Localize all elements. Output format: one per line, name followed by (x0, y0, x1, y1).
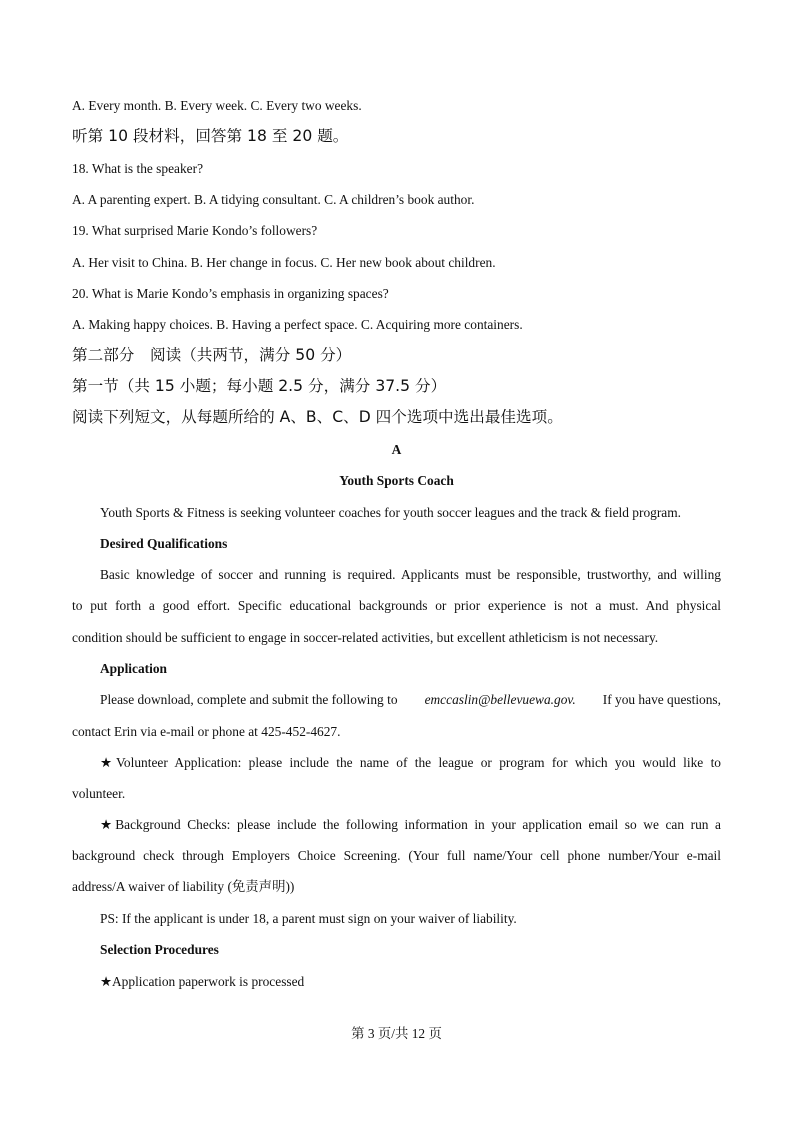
question-19-options: A. Her visit to China. B. Her change in focus. C. Her new book about children. (72, 255, 496, 270)
application-instruction: Please download, complete and submit the following to (100, 692, 398, 707)
question-19: 19. What surprised Marie Kondo’s followers? (72, 223, 318, 238)
application-email: emccaslin@bellevuewa.gov. (424, 692, 576, 707)
qualifications-line-1: Basic knowledge of soccer and running is required. Applicants must be responsible, trustworthy, and willing (100, 567, 721, 582)
question-20-options: A. Making happy choices. B. Having a perfect space. C. Acquiring more containers. (72, 317, 523, 332)
application-line-2: contact Erin via e-mail or phone at 425-452-4627. (72, 724, 341, 739)
volunteer-application-line-2: volunteer. (72, 786, 126, 801)
qualifications-line-2: to put forth a good effort. Specific educational backgrounds or prior experience is not a must. And physical (72, 598, 721, 613)
selection-step-1: ★Application paperwork is processed (100, 974, 305, 989)
q17-options: A. Every month. B. Every week. C. Every two weeks. (72, 98, 362, 113)
section-one-heading: 第一节（共 15 小题；每小题 2.5 分，满分 37.5 分） (72, 377, 447, 395)
page-number: 第 3 页/共 12 页 (351, 1026, 442, 1041)
selection-heading: Selection Procedures (100, 942, 219, 957)
ps-note: PS: If the applicant is under 18, a parent must sign on your waiver of liability. (100, 911, 517, 926)
reading-instruction: 阅读下列短文，从每题所给的 A、B、C、D 四个选项中选出最佳选项。 (72, 408, 563, 426)
passage-letter: A (391, 442, 402, 457)
question-20: 20. What is Marie Kondo’s emphasis in organizing spaces? (72, 286, 389, 301)
listening-section-heading: 听第 10 段材料，回答第 18 至 20 题。 (72, 127, 349, 145)
application-line-1 (100, 693, 721, 706)
background-checks-line-3: address/A waiver of liability (免责声明)) (72, 879, 295, 894)
passage-title: Youth Sports Coach (339, 473, 454, 488)
qualifications-line-3: condition should be sufficient to engage in soccer-related activities, but excellent athleticism is not necessary. (72, 630, 659, 645)
application-questions: If you have questions, (602, 692, 721, 707)
volunteer-application-line-1: ★Volunteer Application: please include the name of the league or program for which you would like to (100, 755, 721, 770)
question-18-options: A. A parenting expert. B. A tidying consultant. C. A children’s book author. (72, 192, 475, 207)
application-heading: Application (100, 661, 167, 676)
background-checks-line-2: background check through Employers Choice Screening. (Your full name/Your cell phone number/Your e-mail (72, 848, 721, 863)
qualifications-heading: Desired Qualifications (100, 536, 228, 551)
background-checks-line-1: ★Background Checks: please include the following information in your application email so we can run a (100, 817, 721, 832)
question-18: 18. What is the speaker? (72, 161, 204, 176)
passage-intro: Youth Sports & Fitness is seeking volunteer coaches for youth soccer leagues and the track & field program. (100, 505, 682, 520)
part-two-heading: 第二部分 阅读（共两节，满分 50 分） (72, 346, 352, 364)
